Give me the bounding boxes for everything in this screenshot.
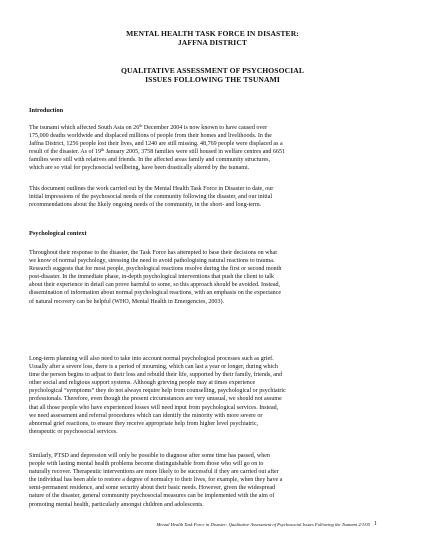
paragraph-line [29, 148, 398, 156]
paragraph-line: naturally recover. Therapeutic interventions are more likely to be successful if they are carried out after [29, 469, 279, 476]
paragraph-line: nature of the disaster, general community psychosocial measures can be implemented with the aim of [29, 493, 275, 500]
paragraph-line: Jaffna District, 1256 people lost their lives, and 1240 are still missing. 48,769 people were displaced as a [29, 141, 283, 148]
paragraph-line: about their experience in detail can prove harmful to some, so this approach should be avoided. Instead, [29, 282, 281, 289]
section-heading-introduction: Introduction [29, 107, 64, 114]
line-text: result of the disaster. As of 19 [29, 149, 102, 156]
subtitle-line: QUALITATIVE ASSESSMENT OF PSYCHOSOCIAL [120, 66, 305, 75]
line-text: The tsunami which affected South Asia on 26 [29, 125, 140, 131]
paragraph-line: psychological “symptoms” they do not always require help from counselling, psychological or psychiatric [29, 388, 286, 395]
paragraph-line: Long-term planning will also need to take into account normal psychological processes such as grief. [29, 356, 274, 362]
paragraph-line: Research suggests that for most people, psychological reactions resolve during the first or second month [29, 266, 282, 273]
title-line: MENTAL HEALTH TASK FORCE IN DISASTER: [126, 29, 299, 38]
paragraph-line: that all those people who have experienced losses will need input from psychological services. Instead, [29, 404, 279, 411]
paragraph-line: This document outlines the work carried out by the Mental Health Task Force in Disaster to date, our [29, 186, 274, 192]
paragraph-line: Usually after a severe loss, there is a period of mourning, which can last a year or longer, during which [29, 364, 278, 371]
paragraph-line [29, 124, 398, 132]
paragraph-line: families were still with relatives and friends. In the affected areas family and community structures, [29, 157, 271, 164]
paragraph-line: abnormal grief reactions, to ensure they receive appropriate help from higher level psychiatric, [29, 420, 259, 427]
title-line: JAFFNA DISTRICT [177, 38, 248, 48]
paragraph-line: which are so vital for psychosocial wellbeing, have been drastically altered by the tsunami. [29, 165, 250, 172]
page-number: 1 [374, 521, 377, 527]
paragraph-line: other social and religious support systems. Although grieving people may at times experience [29, 380, 256, 387]
paragraph-line: Similarly, PTSD and depression will only be possible to diagnose after some time has passed, when [29, 453, 270, 459]
superscript: th [139, 123, 143, 128]
document-subtitle [30, 66, 395, 85]
paragraph-line: we know of normal psychology, stressing the need to avoid pathologising natural reactions to trauma. [29, 258, 275, 265]
paragraph-line: recommendations about the likely ongoing needs of the community, in the short- and long-term. [29, 202, 262, 209]
line-text: December 2004 is now known to have caused over [142, 125, 268, 131]
paragraph-line: we need assessment and referral procedures which can identify the minority with more severe or [29, 412, 263, 419]
paragraph [29, 185, 398, 209]
paragraph-line: professionals. Therefore, even though the present circumstances are very unusual, we should not assume [29, 396, 282, 403]
paragraph-line: initial impressions of the psychosocial needs of the community following the disaster, and our initial [29, 194, 273, 201]
paragraph-line: of natural recovery can be helpful (WHO, Mental Health in Emergencies, 2003). [29, 298, 224, 305]
paragraph-line: dissemination of information about normal psychological reactions, with an emphasis on the expectance [29, 290, 282, 297]
paragraph-line: time the person begins to adjust to their loss and rebuild their life, supported by their family, friends, and [29, 372, 283, 379]
paragraph-line: post-disaster. In the immediate phase, in-depth psychological interventions that push the client to talk [29, 274, 275, 281]
subtitle-line: ISSUES FOLLOWING THE TSUNAMI [145, 75, 280, 85]
paragraph [29, 249, 398, 306]
line-text: January 2005, 3758 families were still housed in welfare centres and 6651 [104, 149, 286, 156]
paragraph [29, 452, 398, 509]
page-footer: Mental Health Task Force in Disaster: Qualitative Assessment of Psychosocial Issues Following the Tsunami 2/1/05 [156, 522, 370, 527]
paragraph-line: Throughout their response to the disaster, the Task Force has attempted to base their decisions on what [29, 250, 277, 256]
paragraph [29, 355, 398, 436]
superscript: th [101, 147, 105, 153]
section-heading-psychological-context: Psychological context [29, 230, 87, 237]
paragraph-line: therapeutic or psychosocial services. [29, 428, 118, 435]
paragraph-line: 175,000 deaths worldwide and displaced millions of people from their homes and livelihoods. In the [29, 133, 272, 140]
paragraph-line: promoting mental health, particularly amongst children and adolescents. [29, 501, 204, 508]
paragraph [29, 124, 398, 173]
paragraph-line: the individual has been able to restore a degree of normalcy to their lives, for example, when they have a [29, 477, 283, 484]
paragraph-line: people with lasting mental health problems become distinguishable from those who will go on to [29, 461, 264, 468]
document-title [30, 29, 395, 48]
paragraph-line: semi-permanent residence, and some security about their basic needs. However, given the widespread [29, 485, 276, 492]
